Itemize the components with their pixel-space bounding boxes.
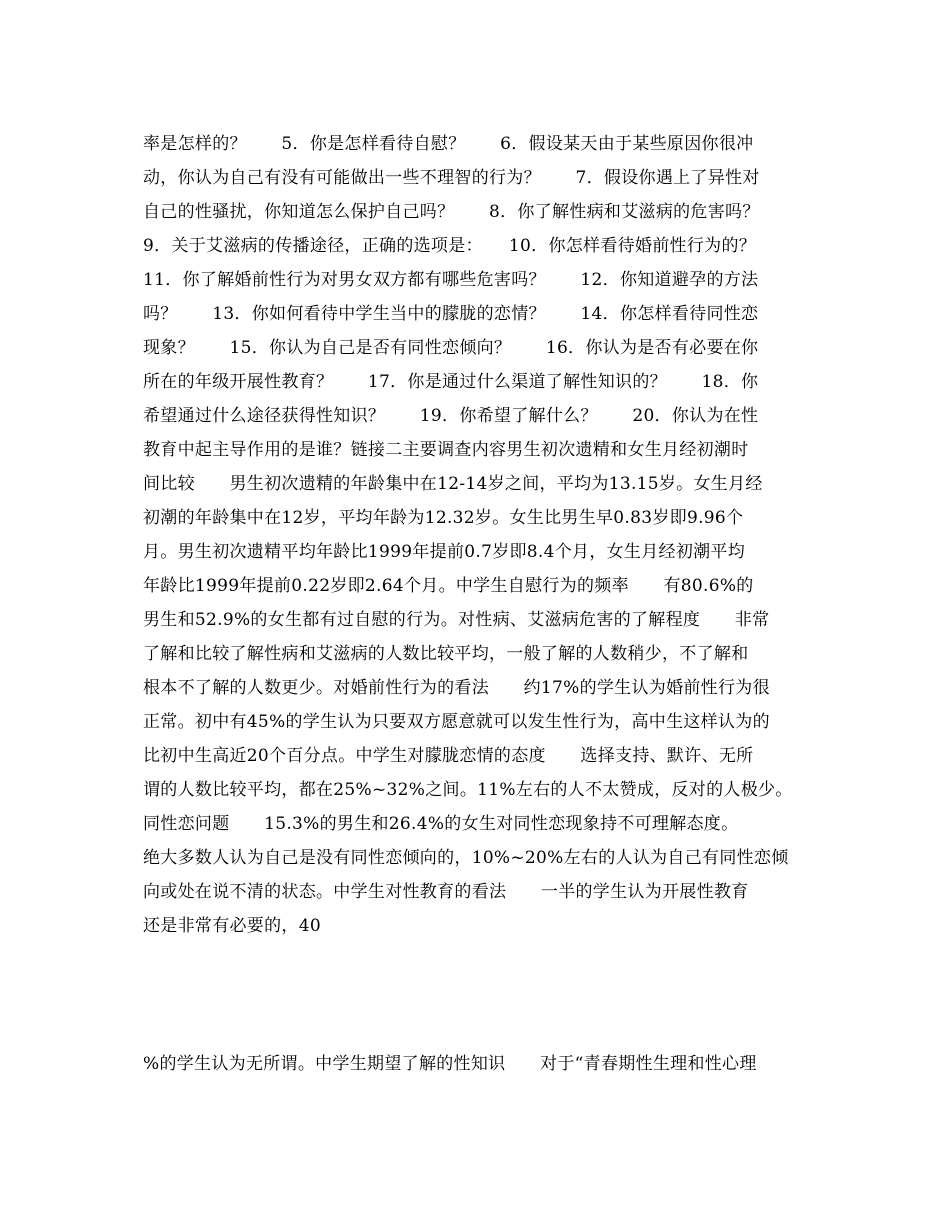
text-line: 月。男生初次遗精平均年龄比1999年提前0.7岁即8.4个月，女生月经初潮平均 bbox=[143, 542, 746, 562]
text-line: 比初中生高近20个百分点。中学生对朦胧恋情的态度 选择支持、默许、无所 bbox=[143, 746, 754, 766]
text-line: 9．关于艾滋病的传播途径，正确的选项是： 10．你怎样看待婚前性行为的？ bbox=[143, 236, 757, 256]
text-line: %的学生认为无所谓。中学生期望了解的性知识 对于“青春期性生理和性心理 bbox=[143, 1054, 757, 1074]
text-line: 年龄比1999年提前0.22岁即2.64个月。中学生自慰行为的频率 有80.6%的 bbox=[143, 576, 754, 596]
text-line: 正常。初中有45%的学生认为只要双方愿意就可以发生性行为，高中生这样认为的 bbox=[143, 712, 770, 732]
text-line: 了解和比较了解性病和艾滋病的人数比较平均，一般了解的人数稍少，不了解和 bbox=[143, 644, 749, 664]
text-line: 动，你认为自己有没有可能做出一些不理智的行为？ 7．假设你遇上了异性对 bbox=[143, 168, 760, 188]
text-line: 同性恋问题 15.3%的男生和26.4%的女生对同性恋现象持不可理解态度。 bbox=[143, 814, 739, 834]
text-line: 率是怎样的？ 5．你是怎样看待自慰？ 6．假设某天由于某些原因你很冲 bbox=[143, 134, 754, 154]
text-line: 所在的年级开展性教育？ 17．你是通过什么渠道了解性知识的？ 18．你 bbox=[143, 372, 759, 392]
text-line: 绝大多数人认为自己是没有同性恋倾向的，10%~20%左右的人认为自己有同性恋倾 bbox=[143, 848, 789, 868]
text-line: 初潮的年龄集中在12岁，平均年龄为12.32岁。女生比男生早0.83岁即9.96个 bbox=[143, 508, 744, 528]
text-line: 自己的性骚扰，你知道怎么保护自己吗？ 8．你了解性病和艾滋病的危害吗？ bbox=[143, 202, 760, 222]
text-line: 男生和52.9%的女生都有过自慰的行为。对性病、艾滋病危害的了解程度 非常 bbox=[143, 610, 770, 630]
text-line: 谓的人数比较平均，都在25%~32%之间。11%左右的人不太赞成，反对的人极少。 bbox=[143, 780, 793, 800]
text-line: 还是非常有必要的，40 bbox=[143, 916, 321, 936]
text-line: 教育中起主导作用的是谁？链接二主要调查内容男生初次遗精和女生月经初潮时 bbox=[143, 440, 749, 460]
text-line: 现象？ 15．你认为自己是否有同性恋倾向？ 16．你认为是否有必要在你 bbox=[143, 338, 759, 358]
text-line: 吗？ 13．你如何看待中学生当中的朦胧的恋情？ 14．你怎样看待同性恋 bbox=[143, 304, 759, 324]
text-line: 根本不了解的人数更少。对婚前性行为的看法 约17%的学生认为婚前性行为很 bbox=[143, 678, 770, 698]
text-line: 希望通过什么途径获得性知识？ 19．你希望了解什么？ 20．你认为在性 bbox=[143, 406, 759, 426]
text-line: 间比较 男生初次遗精的年龄集中在12-14岁之间，平均为13.15岁。女生月经 bbox=[143, 474, 763, 494]
text-line: 向或处在说不清的状态。中学生对性教育的看法 一半的学生认为开展性教育 bbox=[143, 882, 749, 902]
text-line: 11．你了解婚前性行为对男女双方都有哪些危害吗？ 12．你知道避孕的方法 bbox=[143, 270, 759, 290]
